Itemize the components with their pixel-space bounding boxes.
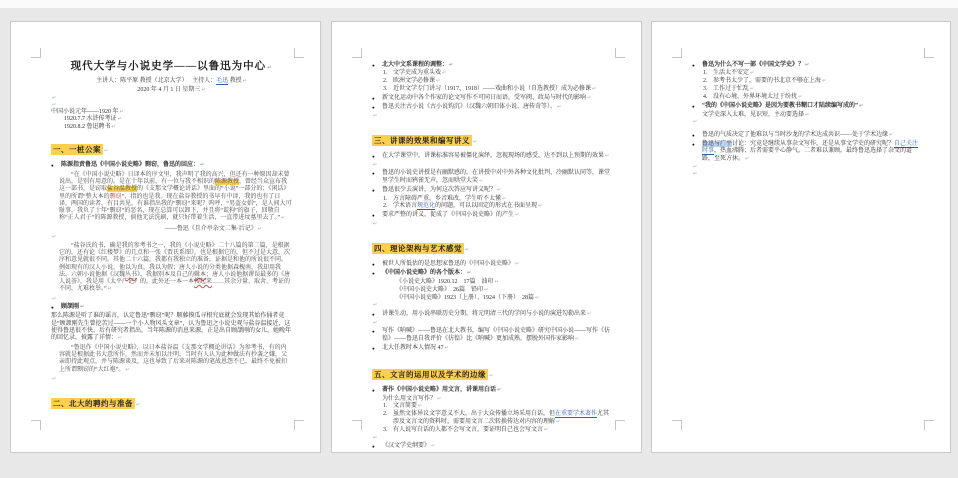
document-page-2[interactable]: [331, 21, 642, 453]
numbered-item: 1. 方言障碍严重，乡音难改，学生听不太懂 ↵: [372, 196, 613, 203]
section-heading: [51, 398, 292, 411]
quote-attribution: ——鲁迅《且介亭杂文二集·后记》 ↵: [51, 225, 292, 234]
spacer: [51, 383, 292, 389]
empty-line: [692, 119, 922, 126]
hyperlink-text[interactable]: 自己关注时事: [702, 140, 919, 155]
page-1-content: [11, 22, 320, 452]
doc-subtitle: 2020 年 4 月 1 日 星期三 ↵: [51, 86, 292, 95]
bullet-item: ● 陈源指责鲁迅《中国小说史略》剽窃，鲁迅的回应： ↵: [51, 162, 292, 169]
empty-line: [372, 162, 613, 169]
document-page-1[interactable]: [10, 21, 321, 453]
hl-run: 陈源教授: [215, 178, 240, 185]
empty-line: [692, 171, 922, 178]
page-3-content: [652, 22, 950, 452]
version-line: 《中国小说史大略》 26篇 铅印 ↵: [396, 287, 613, 295]
item-number: 2.: [383, 203, 388, 210]
bullet-item: ● 新文化运动中各个作家的论文写作不可同日而语，受军阀、政局与时代的影响 ↵: [372, 95, 613, 102]
document-page-3[interactable]: [651, 21, 951, 453]
numbered-item: 3. 近世文学专门讲习（1917、1918）——戏曲和小说（自选教授）成为必修课 ↵: [372, 86, 613, 93]
spacer: [372, 354, 613, 360]
heading-highlight: 一、一桩公案: [53, 145, 101, 155]
bullet-item: ● 讲课生动，用小说串联历史分期，将元明清三代的学问与小说的演进勾勒出来 ↵: [372, 311, 613, 318]
bullet-item: ● “我的《中国小说史略》是因为要教书糊口才陆续编写成的” ↵: [692, 103, 922, 110]
page-2-content: [332, 22, 641, 452]
empty-line: [372, 221, 613, 228]
bullet-item: ● 写作《呐喊》——鲁迅在北大教书，编写《中国小说史略》研究中国小说——写作《彷徨》——鲁迅自我评价《彷徨》比《呐喊》更加成熟，摆脱外国作家影响 ↵: [372, 328, 613, 343]
empty-line: [372, 435, 613, 442]
paragraph: 为什么用文言写作？ ↵: [382, 396, 613, 403]
doc-title: 现代大学与小说史学——以鲁迅为中心 ↵: [51, 60, 292, 75]
wavy-run: 丛书: [125, 271, 138, 278]
numbered-item: 3. 工作过于忙乱 ↵: [692, 86, 922, 93]
red-run: 剽窃: [109, 193, 122, 200]
bullet-item: ● 鲁迅关注古小说《古小说钩沉》（汉魏六朝旧体小说、唐传奇等）。 ↵: [372, 104, 613, 111]
bullet-item: ● 《汉文学史纲要》 ↵: [372, 443, 613, 450]
numbered-item: 2. 欧洲文学必修课 ↵: [372, 78, 613, 85]
empty-line: [51, 95, 292, 102]
spacer: [372, 120, 613, 126]
version-line: 《中国小说史略》1923（上册）、1924（下册） 28篇 ↵: [396, 295, 613, 303]
item-number: 3.: [703, 86, 708, 93]
numbered-item: 2. 学术语言规范化的问题，可以以固定的形式在书面呈现 ↵: [372, 203, 613, 210]
indented-line: 1920.7.7 水浒传考证 ↵: [64, 116, 292, 123]
window-top-strip: [0, 0, 958, 8]
hyperlink-text[interactable]: 规范化: [417, 203, 436, 210]
section-heading: [372, 369, 613, 382]
section-heading: [372, 243, 613, 256]
doc-subtitle: 主讲人：陈平原 教授（北京大学） 主持人：毛迅 教授 ↵: [51, 77, 292, 86]
bullet-item: ● 在大学课堂中，讲课标准容易被僵化演绎，忽视现场的感受，达不到以上预期的效果 ↵: [372, 153, 613, 160]
empty-line: [51, 234, 292, 241]
quote-paragraph: “鲁迅作《中国小说史略》，以日本盐谷温《支那文学概论讲话》为参考书，有的内容就是根据此书大意所作，然而并未加以注明，当时有人认为此种做法有抄袭之嫌，父亲即持此观点，并与陈源谈及，这也导致了后来对陈源的笔战恩怨不已，最终不免被扣上所谓剽窃的“大红袍”。 ↵: [59, 345, 292, 374]
numbered-item: 3. 有人说写白话的人都不会写文言，要证明自己也会写文言 ↵: [372, 427, 613, 434]
bullet-item: ● 北大任教时本人情况 47 ↵: [372, 345, 613, 352]
bullet-item: ● 要求严整的讲义，促成了《中国小说史略》的产生 ↵: [372, 212, 613, 219]
heading-highlight: 二、北大的聘约与准备: [53, 399, 133, 408]
bullet-item: ● 顾颉刚 ↵: [51, 304, 292, 311]
bullet-item: ● 鲁迅的小说史讲授是有幽默感的，在讲授中对中外各种文化批判、冷幽默认同等，课堂里学生时而鸦雀无声，忽而哄堂大笑 ↵: [372, 170, 613, 185]
empty-line: [51, 296, 292, 303]
paragraph: 文学史深入太难，见识短，主动要选择 ↵: [702, 112, 922, 119]
spacer: [692, 126, 922, 130]
item-number: 1.: [383, 70, 388, 77]
numbered-item: 1. 文言简要 ↵: [372, 403, 613, 410]
empty-line: [372, 113, 613, 120]
numbered-item: 4. 没有心境，外界环境太过于纷扰 ↵: [692, 94, 922, 101]
indented-line: 1920.8.2 鲁迅聘书 ↵: [64, 124, 292, 131]
empty-line: [372, 320, 613, 327]
empty-line: [51, 376, 292, 383]
heading-highlight: 五、文言的运用以及学术的边缘: [374, 369, 486, 379]
wavy-run: 搜起来: [194, 279, 213, 286]
version-line: 《小说史大略》1920.12 17篇 油印 ↵: [396, 279, 613, 287]
bullet-item: ● 鲁迅为什么不写一部《中国文学史》？ ↵: [692, 62, 922, 69]
item-number: 1.: [703, 70, 708, 77]
bullet-item: ● 鲁迅与广平讨论：究竟是继续从事杂文写作，还是从事文学史的研究呢？自己关注时事，热血沸腾；后者需要平心静气，二者难以兼顾，最终鲁迅选择了杂文的道路，至死方休。 ↵: [692, 141, 922, 163]
empty-line: [51, 102, 292, 109]
hyperlink-text[interactable]: 毛迅: [216, 78, 229, 84]
item-number: 3.: [383, 426, 388, 433]
item-number: 1.: [383, 195, 388, 202]
quote-paragraph: “在《中国小说史略》日译本的序文里，我声明了我的高兴，但还有一种原因却未曾说出，是别有用意的。是在十年以前，有一位与我不相识的陈源教授，曾经当众宣布我这一部书，是窃取盐谷温教授的《支那文学概论讲话》里面的“小说”一部分的；《闲话》里的所谓“整大本的剽窃”，指的也是我。现在盐谷教授的书早有中译，我的也有了日译，两国的读者，有目共见，有谁指出我的“剽窃”来呢？呜呼，“男盗女娼”，是人间大可耻事，我负了十年“剽窃”的恶名，现在总算可以卸下，并且将“谎狗”的旗子，回敬自称“正人君子”的陈源教授，倘他无法洗刷，就只好带着生活，一直带进坟墓里去了。” ↵: [59, 172, 292, 223]
item-number: 2.: [383, 411, 388, 418]
heading-highlight: 四、理论架构与艺术感觉: [374, 244, 462, 254]
paragraph: 中国小说元年——1920 年 ↵: [51, 109, 292, 116]
sel-run: 鲁迅与广平: [702, 140, 733, 147]
section-heading: [372, 135, 613, 148]
numbered-item: 2. 参考书太少了，需要的书北京不够在上海 ↵: [692, 78, 922, 85]
bullet-item: ● 《中国小说史略》的各个版本： ↵: [372, 270, 613, 277]
item-number: 2.: [703, 78, 708, 85]
quote-paragraph: “盐谷氏的书，确是我的参考书之一，我的《小说史略》二十八篇的第二篇，是根据它的，还有论《红楼梦》的几点和一张《贾氏系图》，也是根据它的，但不过是大意，次序和意见就很不同。其他二十六篇，我都有我独立的准备，证据是和他的所说很不同。例如现有的汉人小说，他以为真，我以为假；唐人小说的分类他据森槐南，我却用我法。六朝小说他据《汉魏丛书》，我据别本及自己的辑本；唐人小说他据谬误最多的《唐人说荟》，我是用《太平广记》的，此外还一本一本搜起来……其余分量、取舍、考证的不同，尤难枚举。” ↵: [59, 243, 292, 294]
section-heading: [51, 144, 292, 157]
hl-run: 盐谷温教授: [107, 186, 138, 193]
item-number: 3.: [383, 86, 388, 93]
numbered-item: 1. 文学史成为重头戏 ↵: [372, 70, 613, 77]
numbered-item: 2. 虽然文体异议文字意义不大，出于大众传播立场采用白话，但在重要学术著作尤其涉及文言文的资料时，需要用文言二次转换传达对内容的理解 ↵: [372, 411, 613, 426]
item-number: 2.: [383, 78, 388, 85]
heading-highlight: 三、讲课的效果和编写讲义: [374, 135, 470, 145]
paragraph: 那么陈源是听了谁的谣言，认定鲁迅“剽窃”呢？顺藤摸瓜寻根究底就会发现其始作俑者竟是“顾颉刚先生曾挖苦过——一个小人物风头文章”，认为鲁迅之小说史观与盐谷温接近，这使得鲁迅很不快。后有研究者指出，当年陈源的消息来源，正是出自顾颉刚的女儿，她晚年的回忆录，披露了详情： ↵: [51, 313, 292, 343]
item-number: 1.: [383, 403, 388, 410]
item-number: 4.: [703, 94, 708, 101]
empty-line: [372, 302, 613, 309]
bullet-item: ● 鲁迅的气质决定了他难以与当时沙龙的学术达成共识——处于学术边缘 ↵: [692, 132, 922, 139]
numbered-item: 1. 生活太不安定 ↵: [692, 70, 922, 77]
empty-line: [692, 164, 922, 171]
hyperlink-text[interactable]: 在重要学术著作: [555, 411, 598, 418]
spacer: [51, 131, 292, 135]
bullet-item: ● 被世人所低估的是思想家鲁迅的《中国小说史略》 ↵: [372, 261, 613, 268]
wavy-run: 辑本: [194, 271, 207, 278]
spacer: [372, 228, 613, 234]
bullet-item: ● 著作《中国小说史略》用文言，讲课用白话 ↵: [372, 387, 613, 394]
bullet-item: ● 鲁迅很少去演讲，为何这次答应写讲义呢？ ↵: [372, 187, 613, 194]
bullet-item: ● 北大中文系课程的调整： ↵: [372, 62, 613, 69]
